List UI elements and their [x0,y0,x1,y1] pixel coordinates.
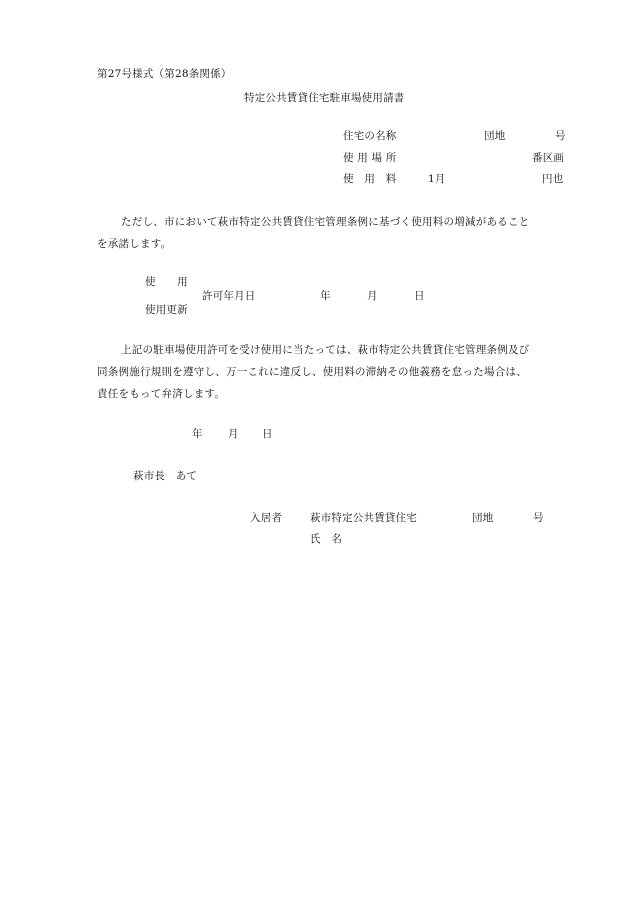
fee-label: 使 用 料 [343,173,397,185]
resident-housing-label: 萩市特定公共賃貸住宅 [310,512,417,524]
pledge-line-3: 責任をもって弁済します。 [97,388,226,400]
fee-yen-label: 円也 [542,173,564,185]
form-number: 第27号様式（第28条関係） [97,68,232,80]
resident-go-label: 号 [533,512,544,524]
fee-month-label: 1月 [428,173,446,185]
resident-label: 入居者 [250,512,283,524]
permit-month-label: 月 [367,290,378,302]
lot-suffix-label: 番区画 [532,152,565,164]
addressee: 萩市長 あて [133,470,198,482]
date-day-label: 日 [262,428,273,440]
consent-line-1: ただし、市において萩市特定公共賃貸住宅管理条例に基づく使用料の増減があること [121,216,530,228]
pledge-line-1: 上記の駐車場使用許可を受け使用に当たっては、萩市特定公共賃貸住宅管理条例及び [121,344,530,356]
resident-name-label: 氏 名 [310,533,343,545]
date-month-label: 月 [228,428,239,440]
permit-use-label: 使 用 [145,276,188,288]
permit-year-label: 年 [320,290,331,302]
permit-date-label: 許可年月日 [202,290,256,302]
housing-name-label: 住宅の名称 [343,130,397,142]
consent-line-2: を承諾します。 [97,238,172,250]
permit-day-label: 日 [414,290,425,302]
housing-danchi-label: 団地 [484,130,506,142]
pledge-line-2: 同条例施行規則を遵守し、万一これに違反し、使用料の滞納その他義務を怠った場合は、 [97,366,527,378]
housing-go-label: 号 [555,130,566,142]
location-label: 使 用 場 所 [343,152,397,164]
resident-danchi-label: 団地 [472,512,494,524]
date-year-label: 年 [192,428,203,440]
permit-renewal-label: 使用更新 [145,304,188,316]
document-title: 特定公共賃貸住宅駐車場使用請書 [244,92,405,104]
